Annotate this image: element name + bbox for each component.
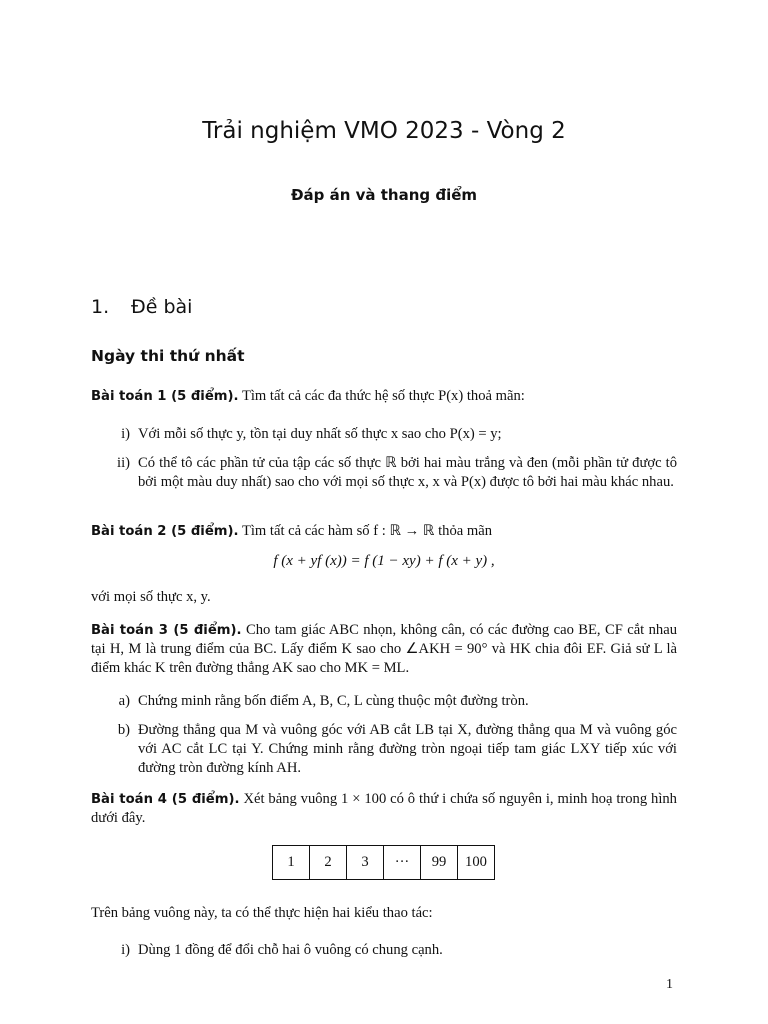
document-subtitle: Đáp án và thang điểm: [290, 186, 478, 204]
problem-4-item-i: [106, 941, 677, 960]
item-marker: b): [117, 722, 130, 738]
problem-1-item-ii: [106, 454, 677, 492]
item-marker: i): [121, 942, 130, 958]
item-text: Chứng minh rằng bốn điểm A, B, C, L cùng thuộc một đường tròn.: [138, 693, 529, 709]
section-number: 1.: [91, 296, 110, 318]
problem-2-after: với mọi số thực x, y.: [91, 589, 211, 605]
table-row: [273, 846, 495, 880]
problem-2-equation: f (x + yf (x)) = f (1 − xy) + f (x + y) ,: [273, 553, 495, 569]
table-cell: ···: [384, 846, 421, 880]
problem-4-after: Trên bảng vuông này, ta có thể thực hiện hai kiểu thao tác:: [91, 905, 433, 921]
problem-1-label: Bài toán 1 (5 điểm).: [91, 389, 239, 404]
item-marker: i): [121, 426, 130, 442]
problem-1-item-i: [106, 425, 677, 444]
item-text: Có thể tô các phần tử của tập các số thực ℝ bởi hai màu trắng và đen (mỗi phần tử được tô bởi một màu duy nhất) sao cho với mọi số thực x, x và P(x) được tô bởi hai màu khác nhau.: [138, 455, 677, 490]
document-title: Trải nghiệm VMO 2023 - Vòng 2: [202, 118, 566, 144]
problem-2-label: Bài toán 2 (5 điểm).: [91, 524, 239, 539]
problem-2: [91, 522, 677, 541]
problem-3-item-b: [106, 721, 677, 778]
problem-4: [91, 790, 677, 828]
problem-4-statement: Xét bảng vuông 1 × 100 có ô thứ i chứa số nguyên i, minh hoạ trong hình dưới đây.: [91, 791, 677, 826]
item-text: Đường thẳng qua M và vuông góc với AB cắt LB tại X, đường thẳng qua M và vuông góc với AC cắt LC tại Y. Chứng minh rằng đường tròn ngoại tiếp tam giác LXY tiếp xúc với đường tròn đường kính AH.: [138, 722, 677, 776]
problem-3-label: Bài toán 3 (5 điểm).: [91, 623, 242, 638]
section-heading: [91, 296, 192, 318]
table-cell: 3: [347, 846, 384, 880]
section-title: Đề bài: [131, 296, 193, 318]
table-cell: 99: [421, 846, 458, 880]
item-marker: ii): [117, 455, 130, 471]
problem-4-label: Bài toán 4 (5 điểm).: [91, 792, 240, 807]
number-grid-table: [272, 845, 495, 880]
item-marker: a): [118, 693, 130, 709]
problem-2-statement: Tìm tất cả các hàm số f : ℝ → ℝ thỏa mãn: [241, 523, 493, 539]
table-cell: 1: [273, 846, 310, 880]
subsection-heading: Ngày thi thứ nhất: [91, 347, 245, 365]
item-text: Với mỗi số thực y, tồn tại duy nhất số thực x sao cho P(x) = y;: [138, 426, 502, 442]
table-cell: 100: [458, 846, 495, 880]
table-cell: 2: [310, 846, 347, 880]
item-text: Dùng 1 đồng để đổi chỗ hai ô vuông có chung cạnh.: [138, 942, 443, 958]
page-number: 1: [666, 977, 673, 992]
problem-3-item-a: [106, 692, 677, 711]
problem-1-statement: Tìm tất cả các đa thức hệ số thực P(x) thoả mãn:: [241, 388, 525, 404]
problem-1: [91, 387, 677, 406]
problem-3-statement: Cho tam giác ABC nhọn, không cân, có các đường cao BE, CF cắt nhau tại H, M là trung điểm của BC. Lấy điểm K sao cho ∠AKH = 90° và HK chia đôi EF. Giả sử L là điểm khác K trên đường thẳng AK sao cho MK = ML.: [91, 622, 677, 676]
problem-3: [91, 621, 677, 678]
